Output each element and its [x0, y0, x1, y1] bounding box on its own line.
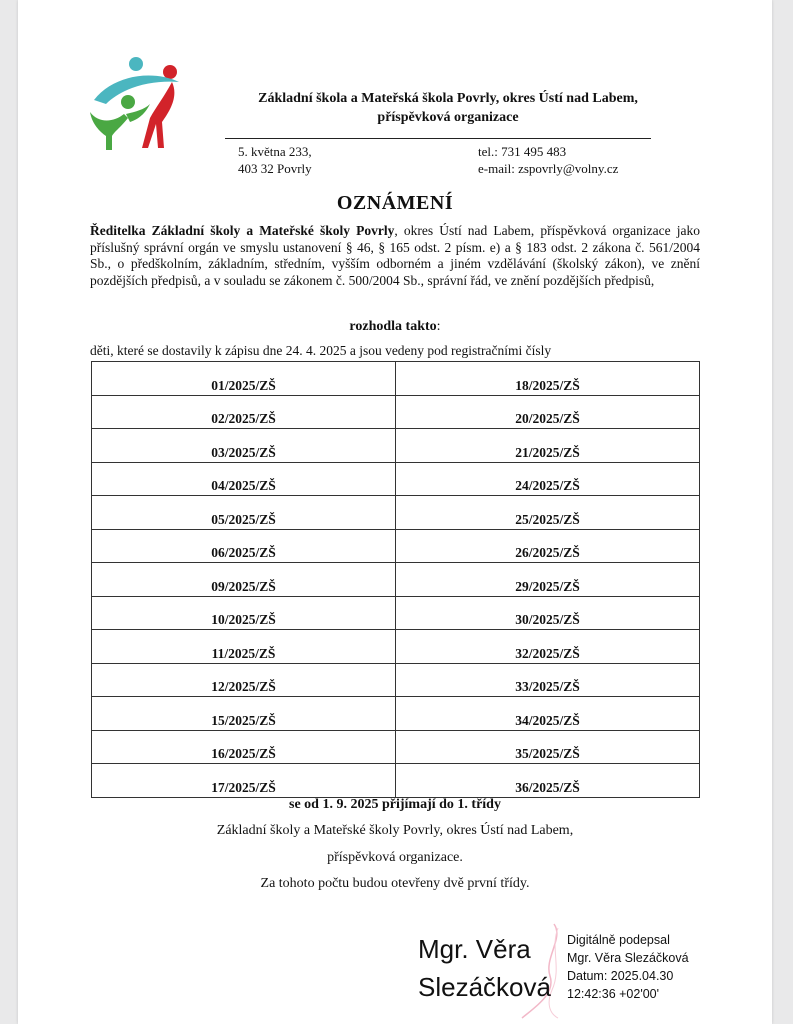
- registration-number-right: 32/2025/ZŠ: [396, 630, 700, 664]
- registration-number-left: 16/2025/ZŠ: [92, 730, 396, 764]
- registration-number-left: 10/2025/ZŠ: [92, 596, 396, 630]
- signature-info-line-1: Digitálně podepsal: [567, 933, 670, 947]
- signature-name-line-1: Mgr. Věra: [418, 934, 531, 964]
- org-line-1: Základní škola a Mateřská škola Povrly, okres Ústí nad Labem,: [258, 91, 638, 106]
- table-row: [92, 429, 700, 463]
- school-logo-icon: [84, 52, 184, 152]
- closing-line-3: příspěvková organizace.: [327, 850, 463, 865]
- registration-number-right: 36/2025/ZŠ: [396, 764, 700, 798]
- table-row: [92, 730, 700, 764]
- table-row: [92, 496, 700, 530]
- registration-number-right: 26/2025/ZŠ: [396, 529, 700, 563]
- registration-number-right: 29/2025/ZŠ: [396, 563, 700, 597]
- registration-number-left: 15/2025/ZŠ: [92, 697, 396, 731]
- signature-name: [418, 930, 568, 1006]
- table-row: [92, 697, 700, 731]
- table-row: [92, 596, 700, 630]
- registration-number-left: 06/2025/ZŠ: [92, 529, 396, 563]
- registration-number-right: 25/2025/ZŠ: [396, 496, 700, 530]
- registration-number-right: 33/2025/ZŠ: [396, 663, 700, 697]
- registration-number-left: 09/2025/ZŠ: [92, 563, 396, 597]
- decision-line: [18, 319, 772, 335]
- table-row: [92, 630, 700, 664]
- table-row: [92, 529, 700, 563]
- registration-number-right: 20/2025/ZŠ: [396, 395, 700, 429]
- table-row: [92, 563, 700, 597]
- decision-bold: rozhodla takto: [349, 319, 437, 334]
- decision-suffix: :: [436, 319, 441, 334]
- signature-info: [567, 931, 689, 1003]
- contact-block: [478, 143, 618, 177]
- organization-name: [218, 89, 678, 127]
- closing-line-1: se od 1. 9. 2025 přijímají do 1. třídy: [289, 797, 501, 812]
- closing-line-4: Za tohoto počtu budou otevřeny dvě první třídy.: [260, 876, 530, 891]
- closing-line-2: Základní školy a Mateřské školy Povrly, okres Ústí nad Labem,: [216, 823, 574, 838]
- table-row: [92, 362, 700, 396]
- intro-paragraph: [90, 223, 700, 289]
- address-line-2: 403 32 Povrly: [238, 161, 312, 176]
- registration-number-left: 17/2025/ZŠ: [92, 764, 396, 798]
- signature-name-line-2: Slezáčková: [418, 972, 551, 1002]
- signature-info-line-2: Mgr. Věra Slezáčková: [567, 951, 689, 965]
- registration-number-left: 05/2025/ZŠ: [92, 496, 396, 530]
- signature-info-line-3: Datum: 2025.04.30: [567, 969, 674, 983]
- registration-number-right: 34/2025/ZŠ: [396, 697, 700, 731]
- table-row: [92, 663, 700, 697]
- table-row: [92, 764, 700, 798]
- header-divider: [225, 138, 651, 139]
- intro-text: , okres Ústí nad Labem, příspěvková organizace jako příslušný správní orgán ve smyslu ustanovení § 46, § 165 odst. 2 písm. e) a § 183 odst. 2 zákona č. 561/2004 Sb., o předškolním, základním, středním, vyšším odborném a jiném vzdělávání (školský zákon), ve znění pozdějších předpisů, a v souladu se zákonem č. 500/2004 Sb., správní řád, ve znění pozdějších předpisů,: [90, 223, 700, 288]
- list-intro: děti, které se dostavily k zápisu dne 24. 4. 2025 a jsou vedeny pod registračními čísly: [90, 343, 552, 358]
- address-block: [238, 143, 312, 177]
- registration-number-left: 02/2025/ZŠ: [92, 395, 396, 429]
- registration-number-left: 11/2025/ZŠ: [92, 630, 396, 664]
- signature-info-line-4: 12:42:36 +02'00': [567, 987, 660, 1001]
- registration-number-right: 24/2025/ZŠ: [396, 462, 700, 496]
- intro-bold: Ředitelka Základní školy a Mateřské školy Povrly: [90, 223, 395, 238]
- registration-number-right: 21/2025/ZŠ: [396, 429, 700, 463]
- document-heading: OZNÁMENÍ: [336, 192, 454, 214]
- address-line-1: 5. května 233,: [238, 144, 312, 159]
- registration-number-left: 04/2025/ZŠ: [92, 462, 396, 496]
- registration-number-right: 18/2025/ZŠ: [396, 362, 700, 396]
- registration-number-right: 30/2025/ZŠ: [396, 596, 700, 630]
- registration-number-left: 12/2025/ZŠ: [92, 663, 396, 697]
- registration-table: [91, 361, 700, 798]
- document-page: [18, 0, 772, 1024]
- table-row: [92, 395, 700, 429]
- registration-number-right: 35/2025/ZŠ: [396, 730, 700, 764]
- registration-number-left: 03/2025/ZŠ: [92, 429, 396, 463]
- org-line-2: příspěvková organizace: [377, 110, 519, 125]
- phone: tel.: 731 495 483: [478, 144, 567, 159]
- registration-number-left: 01/2025/ZŠ: [92, 362, 396, 396]
- email: e-mail: zspovrly@volny.cz: [478, 161, 619, 176]
- table-row: [92, 462, 700, 496]
